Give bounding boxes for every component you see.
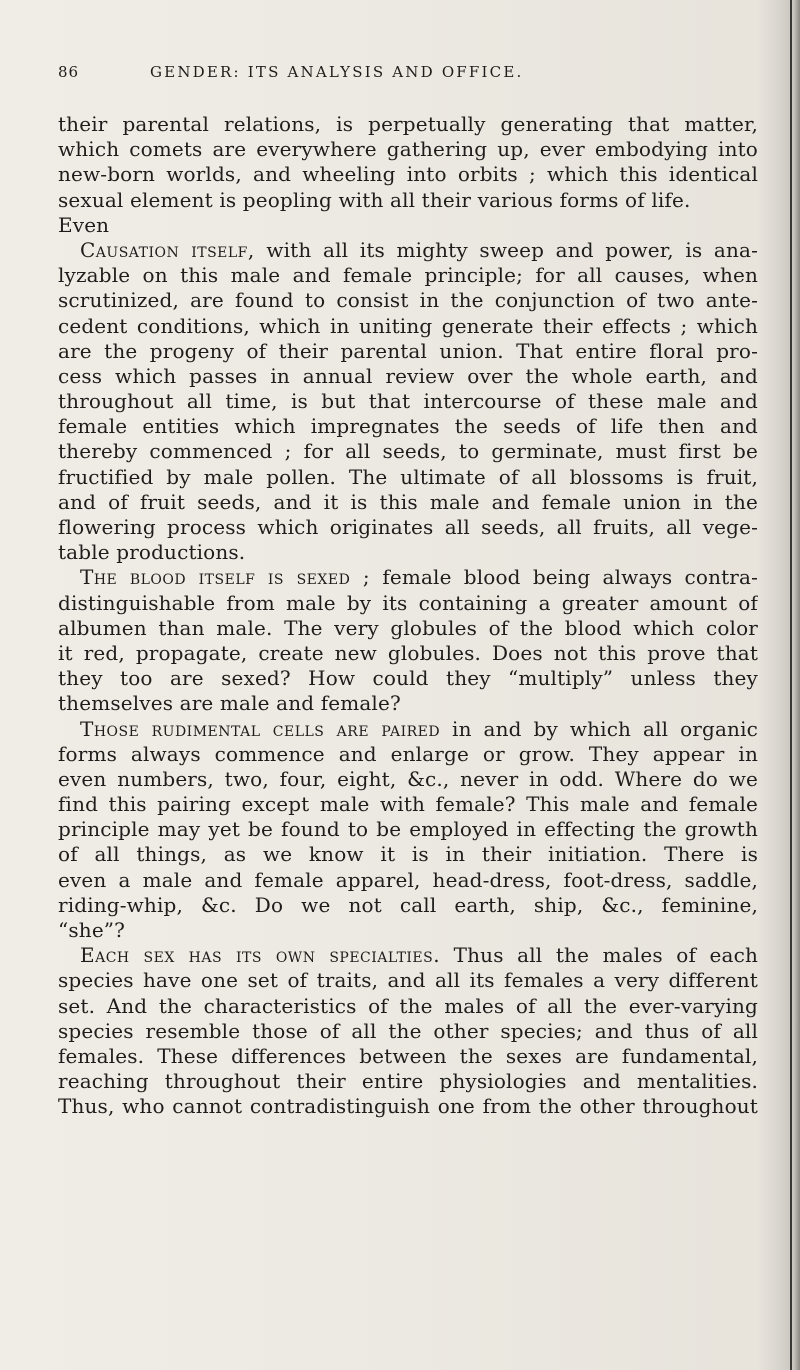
line-text: female blood being always contra- — [370, 565, 758, 590]
line-text: Even — [58, 212, 110, 237]
line-text: are the progeny of their parental union. That entire floral pro- — [58, 338, 758, 363]
section-lead-in: Those rudimental cells are paired — [80, 716, 441, 741]
text-line — [58, 565, 758, 590]
text-line — [58, 994, 758, 1019]
text-line — [58, 943, 758, 968]
text-line — [58, 666, 758, 691]
text-line — [58, 842, 758, 867]
line-text: fructified by male pollen. The ultimate of all blossoms is fruit, — [58, 464, 758, 489]
line-text: even numbers, two, four, eight, &c., never in odd. Where do we — [58, 766, 758, 791]
text-line — [58, 641, 758, 666]
line-text: principle may yet be found to be employed in effecting the growth — [58, 817, 758, 842]
running-title: GENDER: ITS ANALYSIS AND OFFICE. — [150, 63, 524, 81]
text-line — [58, 893, 758, 918]
text-line — [58, 792, 758, 817]
line-text: themselves are male and female? — [58, 691, 401, 716]
text-line — [58, 1069, 758, 1094]
line-text: of all things, as we know it is in their initiation. There is — [58, 842, 758, 867]
text-line — [58, 414, 758, 439]
line-text: cess which passes in annual review over the whole earth, and — [58, 363, 758, 388]
text-line — [58, 490, 758, 515]
line-text: scrutinized, are found to consist in the conjunction of two ante- — [58, 288, 758, 313]
line-text: species have one set of traits, and all its females a very different — [58, 968, 758, 993]
line-text: they too are sexed? How could they “multiply” unless they — [58, 666, 758, 691]
line-text: sexual element is peopling with all their various forms of life. — [58, 187, 691, 212]
line-text: find this pairing except male with female? This male and female — [58, 792, 758, 817]
running-header — [58, 63, 748, 87]
text-line — [58, 389, 758, 414]
text-line — [58, 162, 758, 187]
text-line — [58, 817, 758, 842]
line-text: distinguishable from male by its containing a greater amount of — [58, 590, 758, 615]
text-line — [58, 968, 758, 993]
text-line — [58, 591, 758, 616]
page-number: 86 — [58, 63, 80, 81]
text-line — [58, 616, 758, 641]
line-text: even a male and female apparel, head-dress, foot-dress, saddle, — [58, 867, 758, 892]
text-line — [58, 465, 758, 490]
line-text: set. And the characteristics of the males of all the ever-varying — [58, 993, 758, 1018]
text-line — [58, 868, 758, 893]
line-text: female entities which impregnates the seeds of life then and — [58, 414, 758, 439]
text-line — [58, 742, 758, 767]
line-text: cedent conditions, which in uniting generate their effects ; which — [58, 313, 758, 338]
line-text: species resemble those of all the other species; and thus of all — [58, 1018, 758, 1043]
text-line — [58, 364, 758, 389]
line-text: forms always commence and enlarge or grow. They appear in — [58, 741, 758, 766]
text-line — [58, 188, 758, 213]
line-text: albumen than male. The very globules of the blood which color — [58, 615, 758, 640]
page-edge-shadow — [758, 0, 800, 1370]
text-line — [58, 515, 758, 540]
line-text: Thus all the males of each — [440, 943, 758, 968]
text-line — [58, 540, 758, 565]
line-text: lyzable on this male and female principle; for all causes, when — [58, 263, 758, 288]
line-text: in and by which all organic — [440, 716, 758, 741]
text-line — [58, 767, 758, 792]
line-text: it red, propagate, create new globules. Does not this prove that — [58, 640, 758, 665]
page-edge-line — [790, 0, 792, 1370]
line-text: table productions. — [58, 540, 246, 565]
text-line — [58, 288, 758, 313]
line-text: new-born worlds, and wheeling into orbits ; which this identical — [58, 162, 758, 187]
text-line — [58, 339, 758, 364]
body-text — [58, 112, 758, 1120]
line-text: their parental relations, is perpetually generating that matter, — [58, 112, 758, 136]
line-text: Thus, who cannot contradistinguish one from the other throughout — [58, 1094, 758, 1119]
text-line — [58, 717, 758, 742]
text-line — [58, 1044, 758, 1069]
line-text: flowering process which originates all seeds, all fruits, all vege- — [58, 515, 758, 539]
text-line — [58, 314, 758, 339]
section-lead-in: Each sex has its own specialties. — [80, 943, 441, 968]
text-line — [58, 263, 758, 288]
line-text: riding-whip, &c. Do we not call earth, ship, &c., feminine, — [58, 892, 758, 917]
line-text: thereby commenced ; for all seeds, to germinate, must first be — [58, 439, 758, 464]
text-line — [58, 691, 758, 716]
text-line — [58, 137, 758, 162]
section-lead-in: The blood itself is sexed ; — [80, 565, 371, 590]
line-text: reaching throughout their entire physiologies and mentalities. — [58, 1069, 758, 1094]
line-text: and of fruit seeds, and it is this male and female union in the — [58, 489, 758, 514]
line-text: “she”? — [58, 918, 126, 942]
text-line — [58, 213, 758, 238]
text-line — [58, 1094, 758, 1119]
text-line — [58, 238, 758, 263]
text-line — [58, 112, 758, 137]
text-line — [58, 1019, 758, 1044]
section-lead-in: Causation itself, — [80, 237, 255, 262]
line-text: which comets are everywhere gathering up, ever embodying into — [58, 137, 758, 162]
text-line — [58, 439, 758, 464]
text-line — [58, 918, 758, 943]
line-text: females. These differences between the sexes are fundamental, — [58, 1043, 758, 1068]
line-text: throughout all time, is but that intercourse of these male and — [58, 389, 758, 414]
line-text: with all its mighty sweep and power, is ana- — [254, 237, 758, 262]
